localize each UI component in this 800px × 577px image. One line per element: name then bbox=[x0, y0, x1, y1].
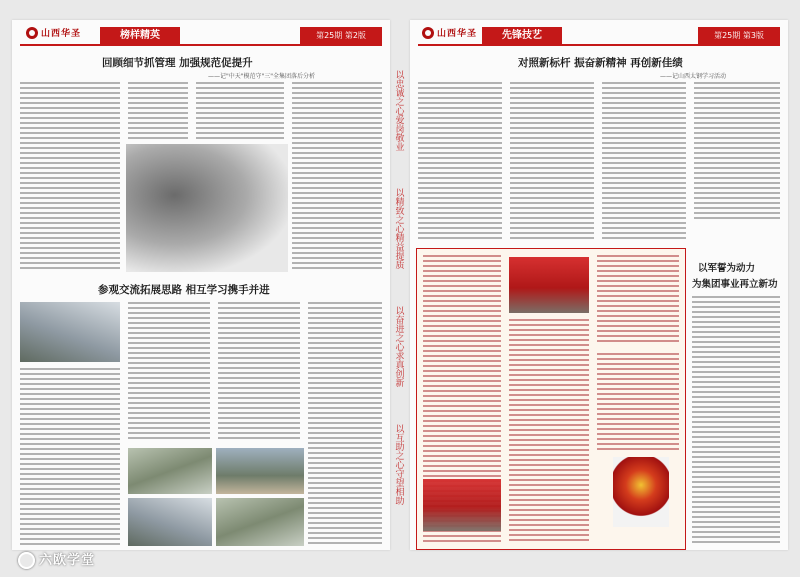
slogan-3-text: 以奋进之心求真创新 bbox=[393, 306, 404, 387]
left-article1-title: 回顾细节抓管理 加强规范促提升 bbox=[102, 57, 253, 69]
left-photo-2 bbox=[216, 448, 304, 494]
right-article2-title-line2: 为集团事业再立新功 bbox=[692, 279, 778, 290]
right-section-tag: 先锋技艺 bbox=[482, 27, 562, 44]
right-header-rule bbox=[418, 44, 780, 46]
left-page bbox=[12, 20, 390, 550]
left-logo bbox=[26, 26, 81, 39]
watermark-logo-icon bbox=[18, 552, 35, 569]
center-slogan-strip bbox=[388, 70, 408, 530]
right-article1-col3 bbox=[602, 82, 686, 242]
left-header-rule bbox=[20, 44, 382, 46]
right-article2-body bbox=[692, 296, 780, 546]
left-article1-col3a bbox=[196, 82, 284, 142]
left-article2-col2 bbox=[128, 302, 210, 442]
right-page bbox=[410, 20, 788, 550]
left-issue: 第25期 第2版 bbox=[300, 27, 382, 44]
right-article1-subtitle: ——记山西太钢学习活动 bbox=[660, 73, 727, 80]
slogan-2-text: 以精致之心精益提质 bbox=[393, 188, 404, 269]
logo-mark-icon bbox=[26, 27, 38, 39]
left-logo-text: 山西华圣 bbox=[41, 29, 82, 39]
left-photo-3 bbox=[128, 498, 212, 546]
left-article2-title: 参观交流拓展思路 相互学习携手并进 bbox=[98, 284, 270, 296]
right-feature-box bbox=[416, 248, 686, 550]
left-article1-col2a bbox=[128, 82, 188, 142]
left-article2-col4 bbox=[308, 302, 382, 546]
slogan-2 bbox=[388, 188, 408, 269]
left-article1-col1 bbox=[20, 82, 120, 270]
right-logo bbox=[422, 26, 477, 39]
right-issue: 第25期 第3版 bbox=[698, 27, 780, 44]
left-section-tag: 榜样精英 bbox=[100, 27, 180, 44]
slogan-1-text: 以忠诚之心爱岗敬业 bbox=[393, 70, 404, 151]
runner-illustration bbox=[126, 144, 288, 272]
slogan-3 bbox=[388, 306, 408, 387]
right-article2-title-line1: 以军誓为动力 bbox=[698, 263, 756, 274]
left-photo-1 bbox=[128, 448, 212, 494]
watermark-text: 六欧学堂 bbox=[39, 553, 96, 568]
medal-image bbox=[613, 457, 669, 527]
right-article1-title: 对照新标杆 振奋新精神 再创新佳绩 bbox=[518, 57, 683, 69]
ceremony-photo-1 bbox=[509, 257, 589, 313]
right-article1-col4 bbox=[694, 82, 780, 222]
right-article1-col2 bbox=[510, 82, 594, 242]
right-article1-col1 bbox=[418, 82, 502, 242]
ceremony-photo-2 bbox=[423, 479, 501, 531]
logo-mark-icon bbox=[422, 27, 434, 39]
box-col3a bbox=[597, 255, 679, 345]
left-article2-col1 bbox=[20, 368, 120, 546]
slogan-4-text: 以互助之心守望相助 bbox=[393, 424, 404, 505]
left-photo-4 bbox=[216, 498, 304, 546]
box-col3b bbox=[597, 353, 679, 453]
left-article1-col4 bbox=[292, 82, 382, 270]
box-col2 bbox=[509, 319, 589, 543]
left-photo-building bbox=[20, 302, 120, 362]
slogan-4 bbox=[388, 424, 408, 505]
watermark bbox=[18, 549, 95, 569]
right-logo-text: 山西华圣 bbox=[437, 29, 478, 39]
slogan-1 bbox=[388, 70, 408, 151]
left-article2-col3 bbox=[218, 302, 300, 442]
left-article1-subtitle: ——记"中天"模范守"三"全集团落后分析 bbox=[208, 73, 316, 80]
